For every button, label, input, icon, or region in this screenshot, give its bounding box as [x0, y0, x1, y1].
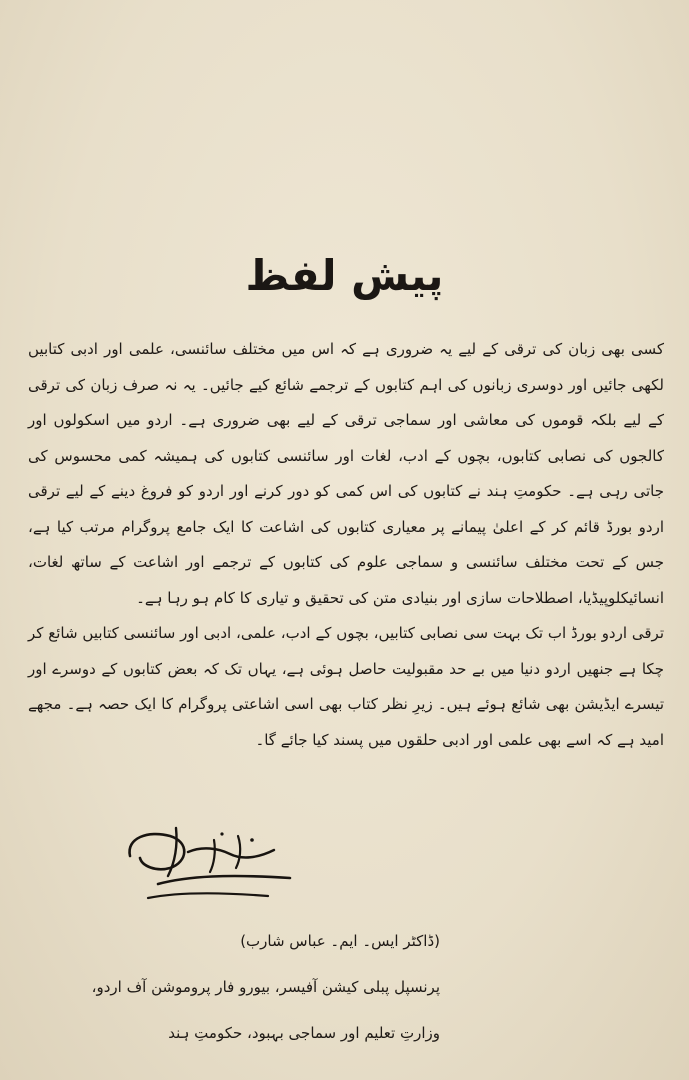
page-title: پیش لفظ: [245, 251, 444, 300]
signatory-block: [60, 918, 440, 1056]
signatory-ministry: وزارتِ تعلیم اور سماجی بہبود، حکومتِ ہند: [168, 1024, 440, 1042]
foreword-paragraph-2: ترقی اردو بورڈ اب تک بہت سی نصابی کتابیں، بچوں کے ادب، علمی، ادبی اور سائنسی کتابیں شائع کر چکا ہے جنھیں اردو دنیا میں بے حد مقبولیت حاصل ہوئی ہے، یہاں تک کہ بعض کتابوں کے دوسرے اور تیسرے ایڈیشن بھی شائع ہوئے ہیں۔ زیرِ نظر کتاب بھی اسی اشاعتی پروگرام کا ایک حصہ ہے۔ مجھے امید ہے کہ اسے بھی علمی اور ادبی حلقوں میں پسند کیا جائے گا۔: [28, 624, 664, 749]
foreword-body: [28, 332, 664, 758]
signatory-name: (ڈاکٹر ایس۔ ایم۔ عباس شارب): [240, 932, 440, 950]
handwritten-signature: [118, 818, 298, 913]
foreword-paragraph-1: کسی بھی زبان کی ترقی کے لیے یہ ضروری ہے کہ اس میں مختلف سائنسی، علمی اور ادبی کتابیں لکھی جائیں اور دوسری زبانوں کی اہم کتابوں کے ترجمے شائع کیے جائیں۔ یہ نہ صرف زبان کی ترقی کے لیے بلکہ قوموں کی معاشی اور سماجی ترقی کے لیے بھی ضروری ہے۔ اردو میں اسکولوں اور کالجوں کی نصابی کتابوں، بچوں کے ادب، لغات اور سائنسی کتابوں کی ہمیشہ کمی محسوس کی جاتی رہی ہے۔ حکومتِ ہند نے کتابوں کی اس کمی کو دور کرنے اور اردو کو فروغ دینے کے لیے ترقی اردو بورڈ قائم کر کے اعلیٰ پیمانے پر معیاری کتابوں کی اشاعت کا ایک جامع پروگرام مرتب کیا ہے، جس کے تحت مختلف سائنسی و سماجی علوم کی کتابوں کے ترجمے اور اشاعت کے ساتھ لغات، انسائیکلوپیڈیا، اصطلاحات سازی اور بنیادی متن کی تحقیق و تیاری کا کام ہو رہا ہے۔: [28, 340, 664, 607]
signatory-designation: پرنسپل پبلی کیشن آفیسر، بیورو فار پروموشن آف اردو،: [91, 978, 440, 996]
